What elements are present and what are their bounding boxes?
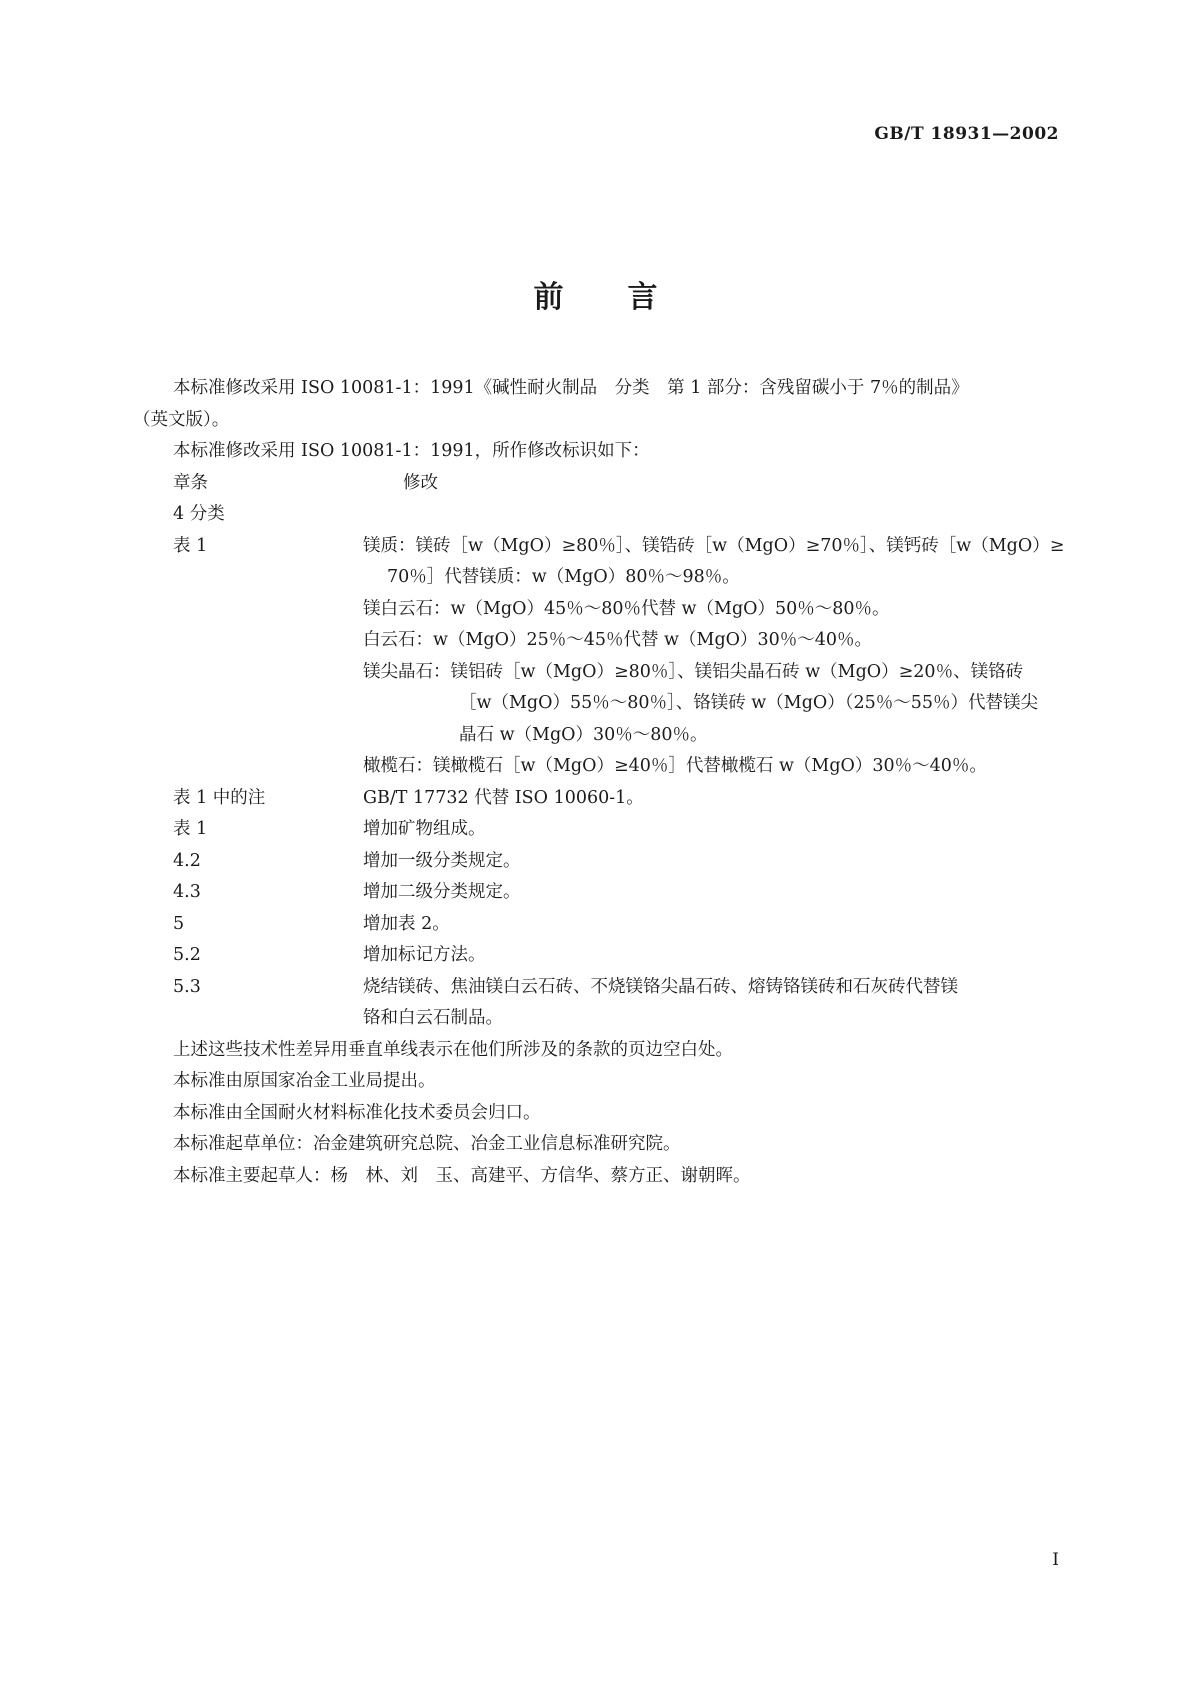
closing-paragraph: 本标准由全国耐火材料标准化技术委员会归口。 xyxy=(173,1102,541,1123)
row-modification xyxy=(363,814,1053,846)
row-modification xyxy=(363,531,1065,783)
closing-paragraph: 本标准主要起草人：杨 林、刘 玉、高建平、方信华、蔡方正、谢朝晖。 xyxy=(173,1165,751,1186)
modification-line: GB/T 17732 代替 ISO 10060-1。 xyxy=(363,787,644,808)
modification-row xyxy=(133,972,1063,1035)
modification-row xyxy=(133,877,1063,909)
modification-row xyxy=(133,940,1063,972)
modification-intro: 本标准修改采用 ISO 10081-1：1991，所作修改标识如下： xyxy=(173,441,650,461)
modification-line: 70％］代替镁质：w（MgO）80％～98％。 xyxy=(387,567,740,587)
document-body xyxy=(133,373,1063,1192)
row-clause: 5.2 xyxy=(173,945,201,965)
modification-row xyxy=(133,783,1063,815)
modification-line: 增加二级分类规定。 xyxy=(363,882,521,902)
modification-row xyxy=(133,814,1063,846)
closing-paragraph: 本标准起草单位：冶金建筑研究总院、冶金工业信息标准研究院。 xyxy=(173,1134,681,1154)
modification-line: 增加矿物组成。 xyxy=(363,819,486,839)
page-title: 前言 xyxy=(533,280,722,315)
intro-paragraph-continued: （英文版）。 xyxy=(133,409,230,430)
clause-column-header: 章条 xyxy=(173,472,208,493)
modification-line: 镁尖晶石：镁铝砖［w（MgO）≥80％］、镁铝尖晶石砖 w（MgO）≥20％、镁铬砖 xyxy=(363,661,1024,682)
modification-row xyxy=(133,846,1063,878)
section-row xyxy=(133,499,1063,531)
modification-line: 镁白云石：w（MgO）45％～80％代替 w（MgO）50％～80％。 xyxy=(363,598,890,619)
modification-row xyxy=(133,531,1063,783)
row-modification xyxy=(363,940,1053,972)
row-clause: 表 1 xyxy=(173,535,208,556)
row-clause: 4.3 xyxy=(173,882,201,902)
row-clause: 表 1 中的注 xyxy=(173,787,266,808)
row-modification xyxy=(363,877,1053,909)
modification-line: 铬和白云石制品。 xyxy=(363,1008,503,1028)
modification-line: 增加标记方法。 xyxy=(363,945,486,965)
modification-line: ［w（MgO）55％～80％］、铬镁砖 w（MgO）（25％～55％）代替镁尖 xyxy=(459,693,1039,713)
row-modification xyxy=(363,909,1053,941)
closing-paragraph: 上述这些技术性差异用垂直单线表示在他们所涉及的条款的页边空白处。 xyxy=(173,1039,733,1060)
row-modification xyxy=(363,846,1053,878)
closing-paragraph: 本标准由原国家冶金工业局提出。 xyxy=(173,1071,436,1091)
modification-line: 烧结镁砖、焦油镁白云石砖、不烧镁铬尖晶石砖、熔铸铬镁砖和石灰砖代替镁 xyxy=(363,976,958,997)
modification-line: 镁质：镁砖［w（MgO）≥80％］、镁锆砖［w（MgO）≥70％］、镁钙砖［w（MgO）≥ xyxy=(363,535,1065,556)
modification-header-row xyxy=(133,468,1063,500)
row-clause: 5.3 xyxy=(173,976,201,997)
row-clause: 4.2 xyxy=(173,850,201,871)
modification-line: 白云石：w（MgO）25％～45％代替 w（MgO）30％～40％。 xyxy=(363,630,873,650)
modification-line: 增加表 2。 xyxy=(363,913,450,934)
modification-line: 增加一级分类规定。 xyxy=(363,850,521,871)
intro-paragraph: 本标准修改采用 ISO 10081-1：1991《碱性耐火制品 分类 第 1 部分：含残留碳小于 7％的制品》 xyxy=(173,378,969,398)
page-number: I xyxy=(1052,1550,1059,1570)
row-clause: 表 1 xyxy=(173,819,208,839)
modification-line: 晶石 w（MgO）30％～80％。 xyxy=(459,724,708,745)
section-label: 4 分类 xyxy=(173,504,225,524)
row-clause: 5 xyxy=(173,913,185,934)
modification-column-header: 修改 xyxy=(403,472,438,493)
modification-row xyxy=(133,909,1063,941)
standard-number: GB/T 18931—2002 xyxy=(874,124,1059,144)
row-modification xyxy=(363,972,1053,1035)
modification-line: 橄榄石：镁橄榄石［w（MgO）≥40％］代替橄榄石 w（MgO）30％～40％。 xyxy=(363,756,987,776)
row-modification xyxy=(363,783,1053,815)
